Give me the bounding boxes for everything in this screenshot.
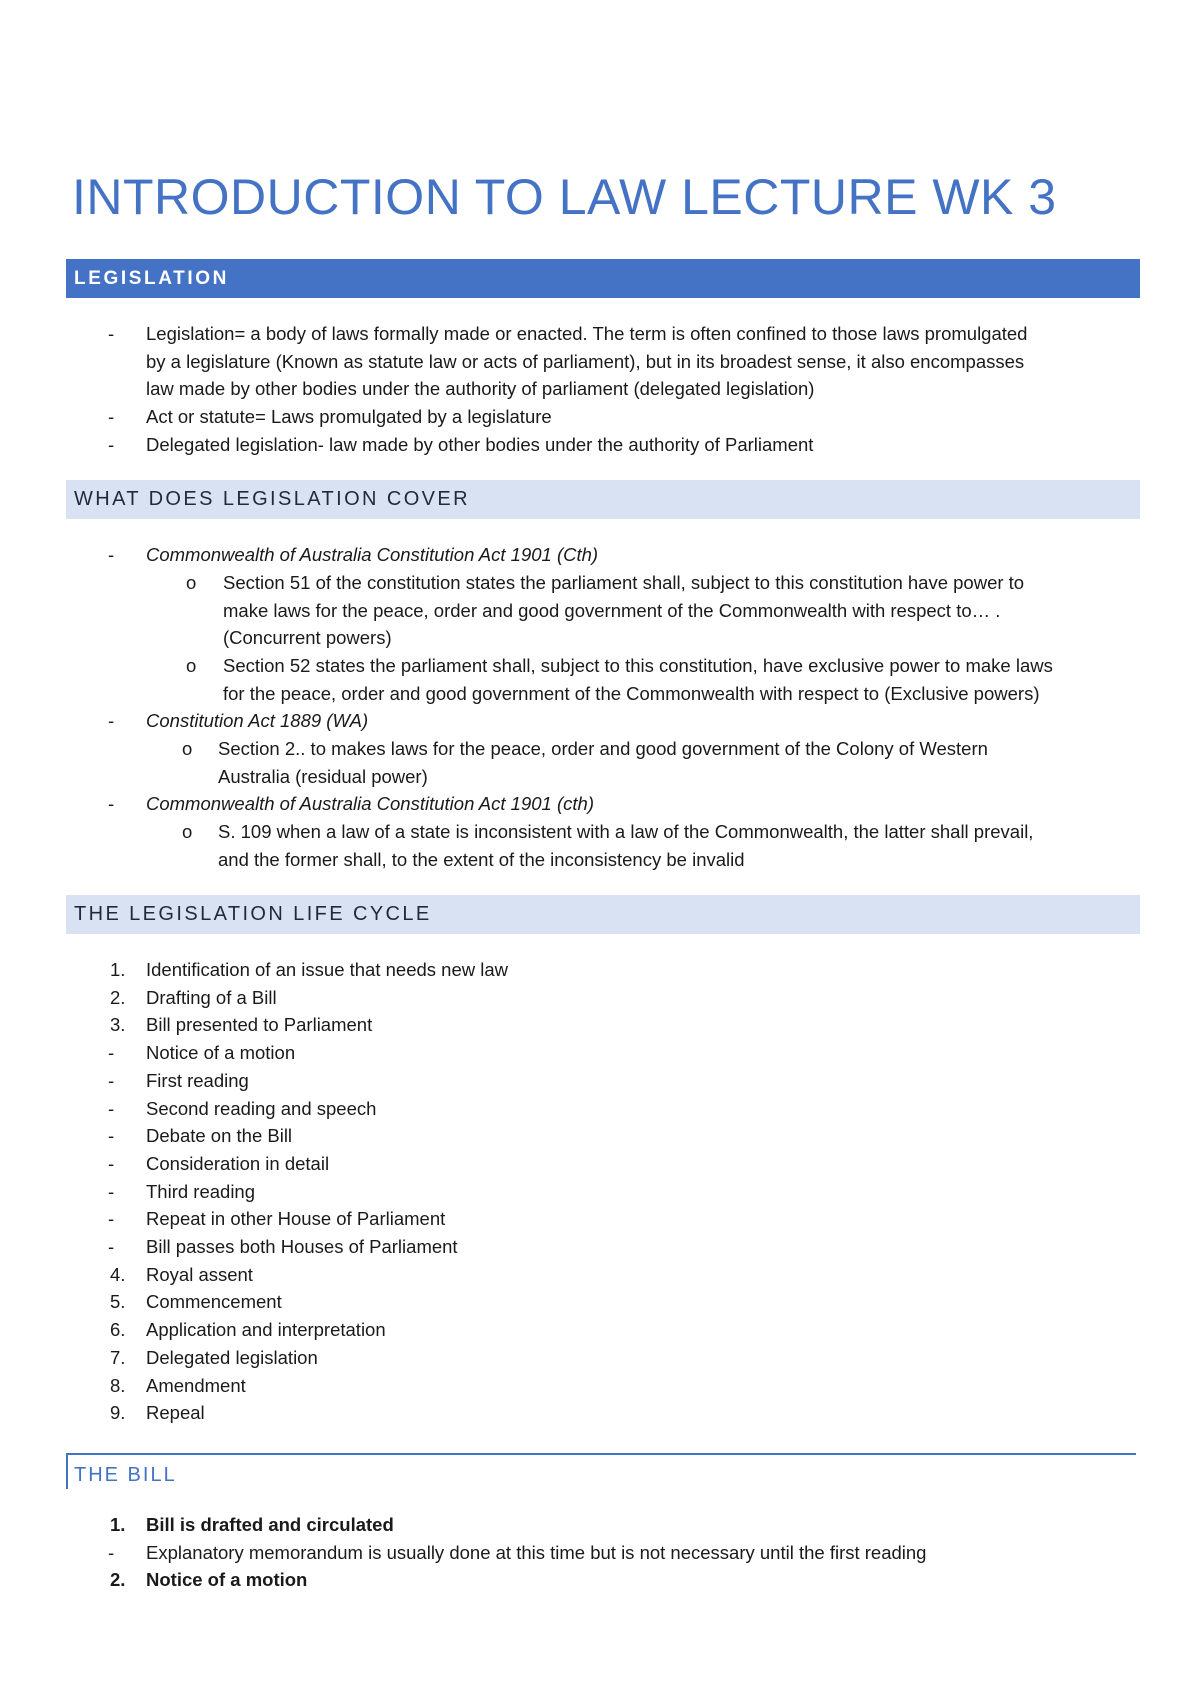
bullet-dash: - (108, 1236, 115, 1257)
paragraph-line: Act or statute= Laws promulgated by a legislature (146, 406, 552, 427)
act-citation: Constitution Act 1889 (WA) (146, 710, 369, 731)
paragraph-line: Section 52 states the parliament shall, subject to this constitution, have exclusive power to make laws (223, 655, 1053, 676)
list-item: Third reading (146, 1180, 256, 1202)
section-heading-lifecycle: THE LEGISLATION LIFE CYCLE (66, 895, 1140, 934)
act-citation: Commonwealth of Australia Constitution Act 1901 (Cth) (146, 544, 599, 565)
bullet-dash: - (108, 406, 115, 427)
list-item: Debate on the Bill (146, 1125, 293, 1147)
bullet-dash: - (108, 1180, 115, 1202)
list-item: First reading (146, 1069, 249, 1091)
list-item: Delegated legislation (146, 1346, 318, 1368)
paragraph-line: Section 51 of the constitution states the parliament shall, subject to this constitution have power to (223, 572, 1025, 593)
bullet-dash: - (108, 1069, 115, 1091)
paragraph-line: Australia (residual power) (218, 766, 428, 787)
bullet-dash: - (108, 1097, 115, 1119)
list-item: Drafting of a Bill (146, 986, 277, 1008)
list-item: Amendment (146, 1374, 246, 1396)
list-number: 4. (110, 1263, 126, 1285)
list-number: 2. (110, 1569, 126, 1590)
list-number: 1. (110, 1514, 126, 1535)
list-number: 3. (110, 1014, 126, 1036)
list-number: 6. (110, 1319, 126, 1341)
list-item: Second reading and speech (146, 1097, 377, 1119)
bullet-dash: - (108, 323, 115, 344)
bullet-circle: o (182, 821, 193, 842)
list-item: Repeal (146, 1402, 205, 1424)
list-item: Repeat in other House of Parliament (146, 1208, 446, 1230)
list-number: 2. (110, 986, 126, 1008)
section-heading-cover: WHAT DOES LEGISLATION COVER (66, 480, 1140, 519)
bullet-dash: - (108, 1541, 115, 1563)
paragraph-line: for the peace, order and good government of the Commonwealth with respect to (Exclusive powers) (223, 683, 1040, 704)
list-item: Commencement (146, 1291, 282, 1313)
list-item: Bill presented to Parliament (146, 1014, 373, 1036)
list-number: 9. (110, 1402, 126, 1424)
list-item: Royal assent (146, 1263, 253, 1285)
paragraph-line: S. 109 when a law of a state is inconsistent with a law of the Commonwealth, the latter shall prevail, (218, 821, 1034, 842)
list-number: 7. (110, 1346, 126, 1368)
bullet-circle: o (186, 572, 197, 593)
paragraph-line: (Concurrent powers) (223, 627, 392, 648)
bullet-dash: - (108, 1042, 115, 1064)
paragraph-line: by a legislature (Known as statute law or acts of parliament), but in its broadest sense, it also encompasses (146, 351, 1025, 372)
list-item: Explanatory memorandum is usually done at this time but is not necessary until the first reading (146, 1541, 927, 1563)
bullet-dash: - (108, 1152, 115, 1174)
list-item: Consideration in detail (146, 1152, 330, 1174)
paragraph-line: and the former shall, to the extent of the inconsistency be invalid (218, 849, 745, 870)
list-item: Bill is drafted and circulated (146, 1514, 394, 1535)
list-item: Notice of a motion (146, 1569, 308, 1590)
paragraph-line: law made by other bodies under the authority of parliament (delegated legislation) (146, 378, 815, 399)
paragraph-line: Delegated legislation- law made by other bodies under the authority of Parliament (146, 434, 814, 455)
list-number: 8. (110, 1374, 126, 1396)
bullet-circle: o (186, 655, 197, 676)
list-item: Notice of a motion (146, 1042, 296, 1064)
bullet-dash: - (108, 710, 115, 731)
bullet-dash: - (108, 544, 115, 565)
list-number: 5. (110, 1291, 126, 1313)
section-heading-legislation: LEGISLATION (66, 259, 1140, 298)
section-heading-bill: THE BILL (66, 1453, 1136, 1489)
page-title: INTRODUCTION TO LAW LECTURE WK 3 (72, 169, 1057, 225)
bullet-circle: o (182, 738, 193, 759)
list-item: Identification of an issue that needs new law (146, 959, 509, 980)
list-number: 1. (110, 959, 126, 980)
bullet-dash: - (108, 1125, 115, 1147)
paragraph-line: Legislation= a body of laws formally made or enacted. The term is often confined to those laws promulgated (146, 323, 1028, 344)
list-item: Application and interpretation (146, 1319, 386, 1341)
bullet-dash: - (108, 1208, 115, 1230)
list-item: Bill passes both Houses of Parliament (146, 1236, 458, 1257)
act-citation: Commonwealth of Australia Constitution Act 1901 (cth) (146, 793, 594, 814)
bullet-dash: - (108, 793, 115, 814)
paragraph-line: Section 2.. to makes laws for the peace, order and good government of the Colony of Western (218, 738, 988, 759)
bullet-dash: - (108, 434, 115, 455)
paragraph-line: make laws for the peace, order and good government of the Commonwealth with respect to… . (223, 600, 1001, 621)
